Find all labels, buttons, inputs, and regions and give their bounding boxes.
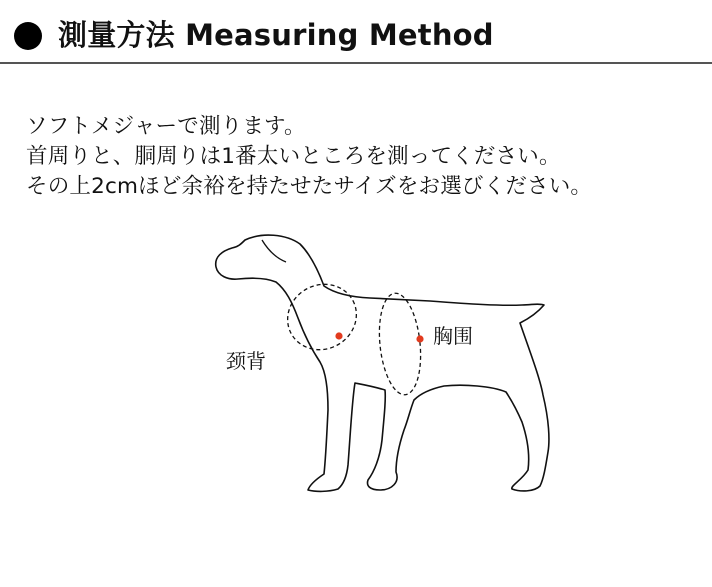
neck-label: 颈背	[226, 349, 266, 373]
ear-outline	[262, 240, 286, 262]
page-title: 測量方法 Measuring Method	[58, 18, 494, 52]
chest-measure-loop	[375, 291, 425, 397]
instruction-line: ソフトメジャーで測ります。	[26, 114, 306, 139]
chest-marker	[416, 335, 423, 342]
instruction-line: その上2cmほど余裕を持たせたサイズをお選びください。	[26, 174, 593, 199]
chest-label: 胸围	[433, 324, 473, 348]
instruction-line: 首周りと、胴周りは1番太いところを測ってください。	[26, 144, 561, 169]
neck-measure-loop	[276, 272, 368, 361]
neck-marker	[335, 332, 342, 339]
